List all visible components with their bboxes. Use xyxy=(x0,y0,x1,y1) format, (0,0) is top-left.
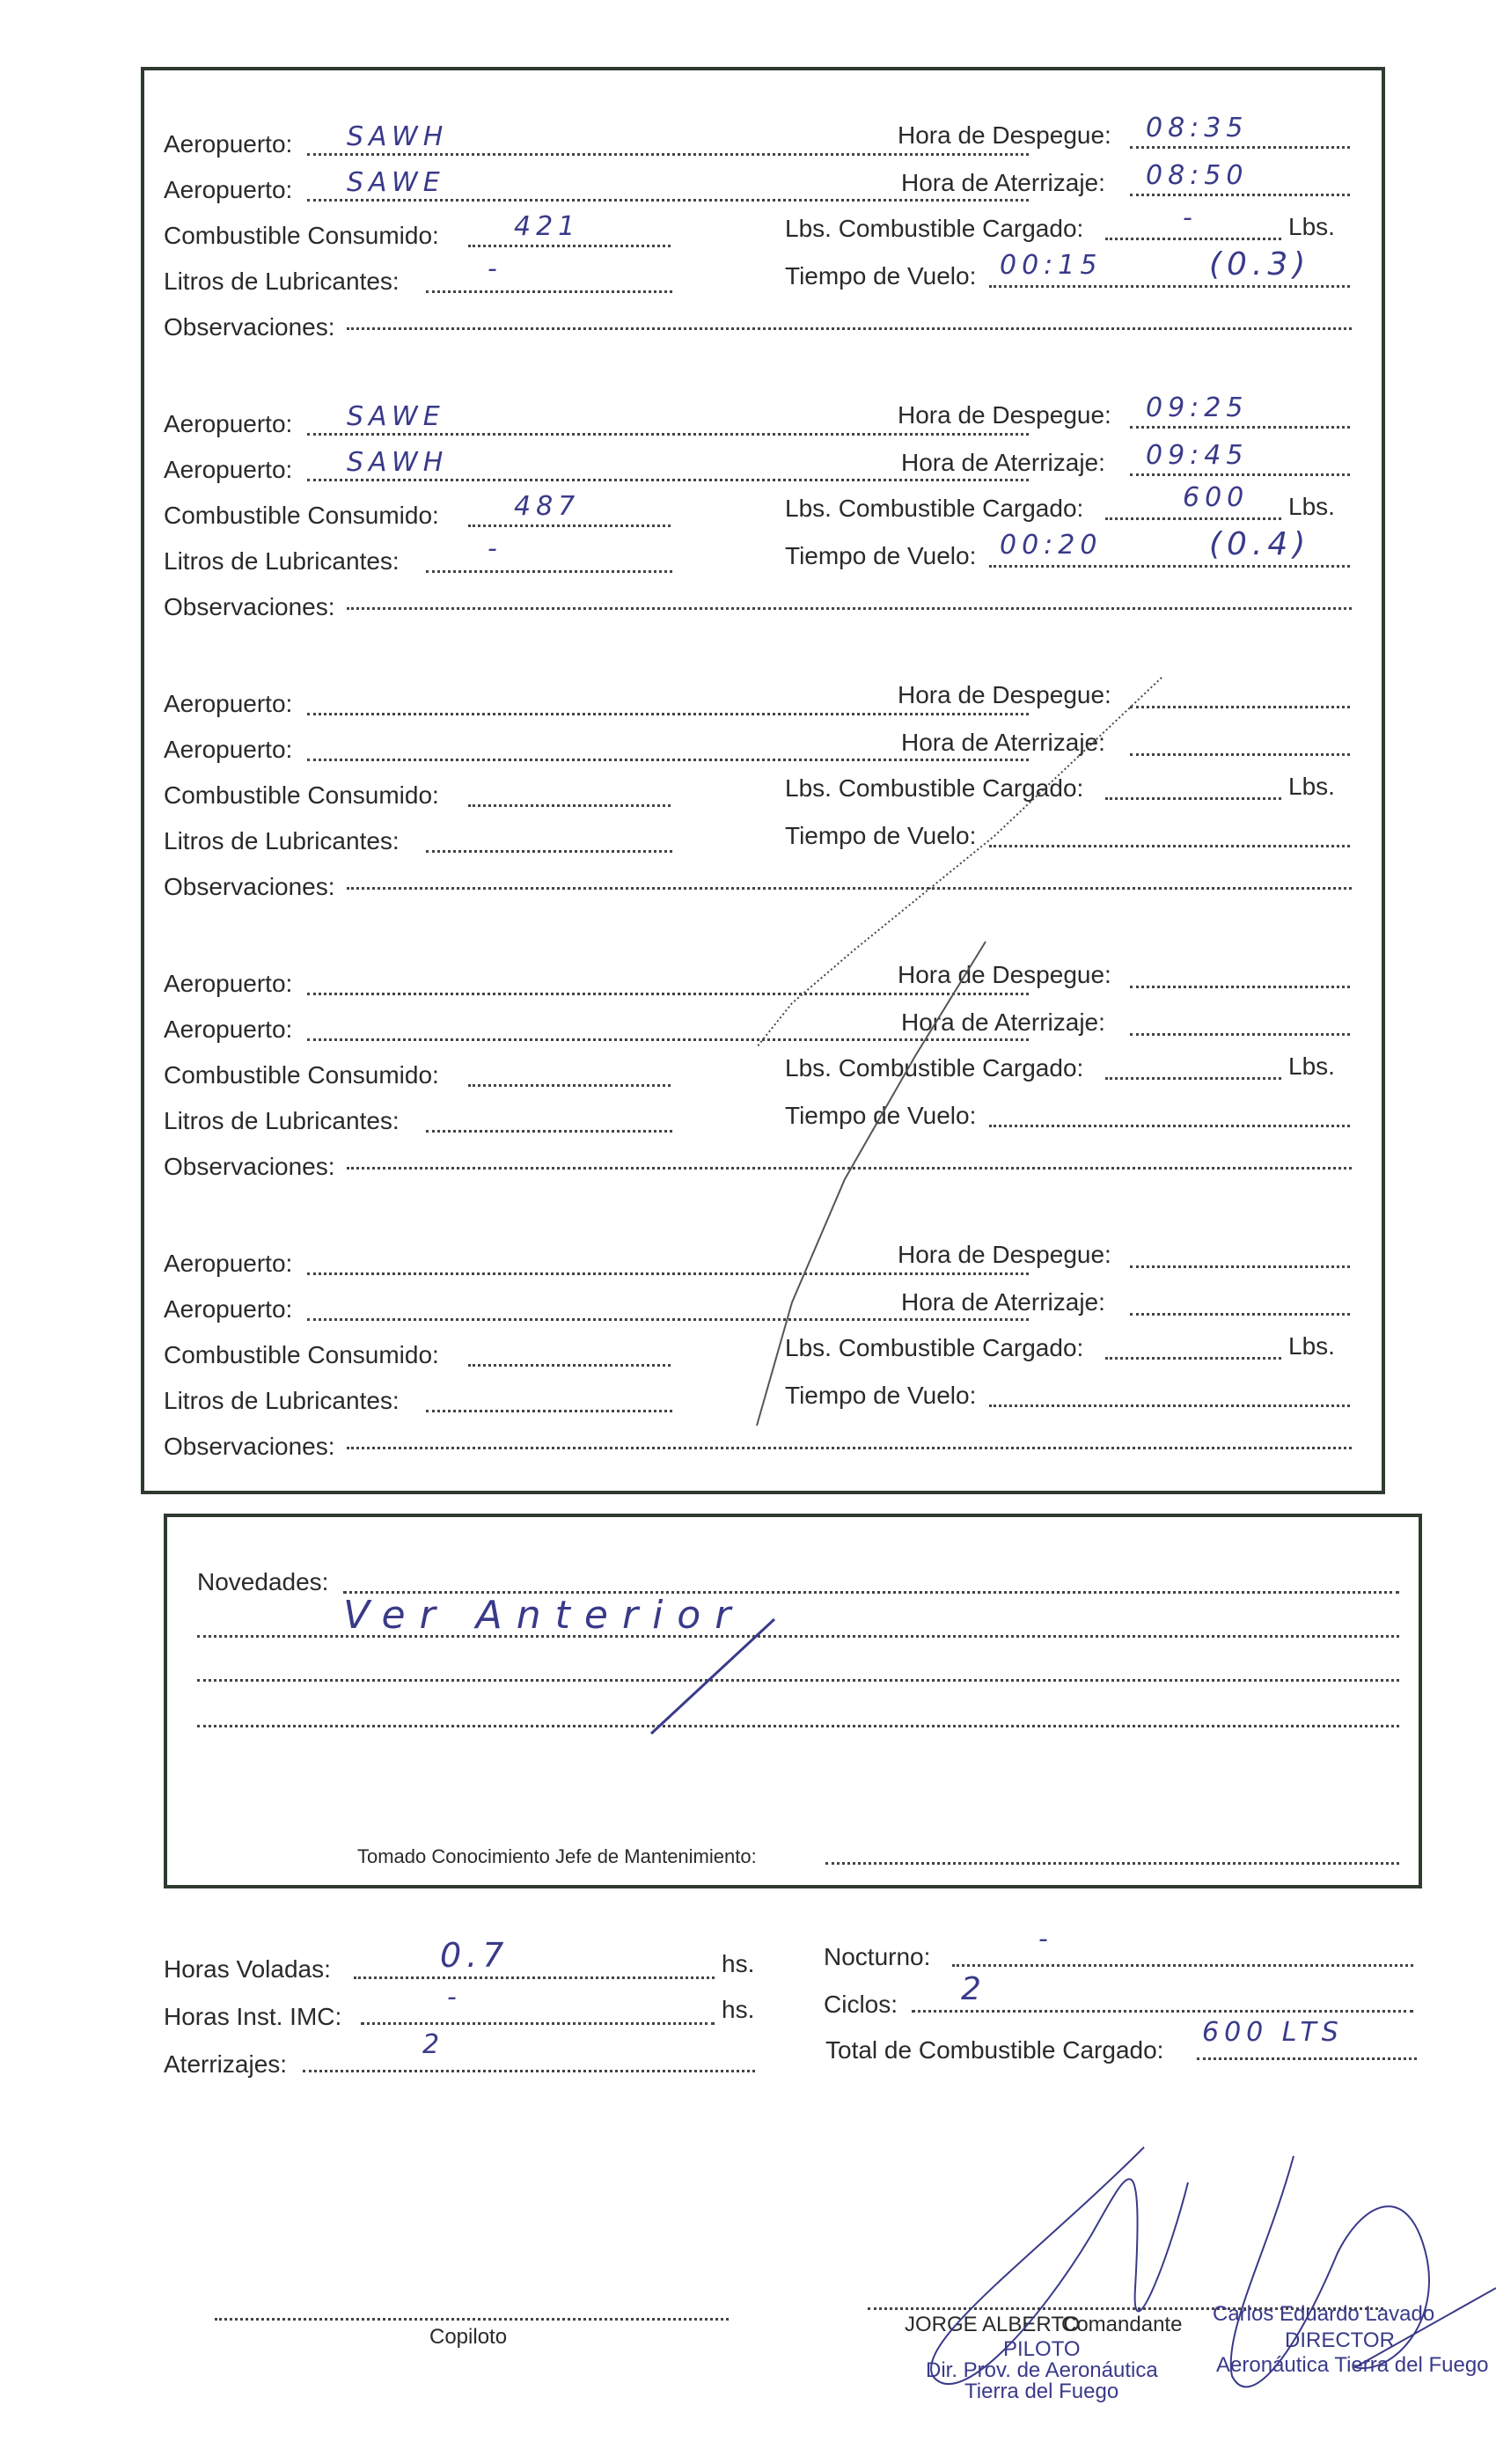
dotted-line xyxy=(197,1679,1399,1682)
dotted-line xyxy=(1130,146,1350,149)
dotted-line xyxy=(1130,1033,1350,1036)
dotted-line xyxy=(307,1038,1029,1041)
landing-label: Hora de Aterrizaje: xyxy=(898,169,1109,197)
hours-flown-label: Horas Voladas: xyxy=(164,1955,331,1983)
dotted-line xyxy=(1130,986,1350,988)
imc-label: Horas Inst. IMC: xyxy=(164,2003,342,2030)
airport-arr-label: Aeropuerto: xyxy=(164,1295,293,1323)
dotted-line xyxy=(1105,797,1281,800)
landing-label: Hora de Aterrizaje: xyxy=(898,729,1109,757)
lubricants-label: Litros de Lubricantes: xyxy=(164,1387,400,1414)
fuel-loaded-label: Lbs. Combustible Cargado: xyxy=(785,1054,1084,1082)
fuel-used-label: Combustible Consumido: xyxy=(164,1061,439,1089)
dotted-line xyxy=(1130,753,1350,756)
copilot-label: Copiloto xyxy=(429,2325,508,2349)
dotted-line xyxy=(347,607,1352,610)
fuel-loaded-label: Lbs. Combustible Cargado: xyxy=(785,495,1084,522)
dotted-line xyxy=(354,1976,715,1979)
director-title: DIRECTOR xyxy=(1285,2328,1395,2352)
lbs-label: Lbs. xyxy=(1288,1052,1335,1080)
takeoff-label: Hora de Despegue: xyxy=(894,961,1115,989)
takeoff-label: Hora de Despegue: xyxy=(894,401,1115,429)
notes-label: Observaciones: xyxy=(164,593,335,620)
dotted-line xyxy=(825,1862,1399,1865)
lbs-label: Lbs. xyxy=(1288,773,1335,800)
lubricants-label: Litros de Lubricantes: xyxy=(164,547,400,575)
imc-value[interactable]: - xyxy=(447,1982,462,2013)
lbs-label: Lbs. xyxy=(1288,1332,1335,1360)
takeoff-label: Hora de Despegue: xyxy=(894,121,1115,150)
dotted-line xyxy=(307,759,1029,761)
fuel-used-label: Combustible Consumido: xyxy=(164,781,439,809)
flight-entry-3 xyxy=(144,630,1382,912)
landings-label: Aterrizajes: xyxy=(164,2050,288,2078)
dotted-line xyxy=(468,1364,671,1367)
airport-arr-label: Aeropuerto: xyxy=(164,1016,293,1043)
director-name: Carlos Eduardo Lavado xyxy=(1213,2302,1435,2326)
dotted-line xyxy=(989,1125,1350,1127)
copilot-signature-line[interactable] xyxy=(215,2318,729,2321)
notes-label: Observaciones: xyxy=(164,873,335,900)
dotted-line xyxy=(347,1447,1352,1449)
dotted-line xyxy=(307,153,1029,156)
dotted-line xyxy=(307,1272,1029,1275)
fuel-loaded-value[interactable]: - xyxy=(1183,202,1198,233)
flight-entry-1 xyxy=(144,70,1382,352)
dotted-line xyxy=(468,524,671,527)
flight-time-label: Tiempo de Vuelo: xyxy=(785,1382,977,1409)
lubricants-label: Litros de Lubricantes: xyxy=(164,827,400,854)
landing-value[interactable]: 08:50 xyxy=(1146,160,1249,191)
airport-arr-label: Aeropuerto: xyxy=(164,456,293,483)
notes-label: Observaciones: xyxy=(164,313,335,341)
dotted-line xyxy=(1105,238,1281,240)
flight-time-label: Tiempo de Vuelo: xyxy=(785,542,977,569)
dotted-line xyxy=(989,285,1350,288)
dotted-line xyxy=(307,993,1029,995)
flight-time-decimal[interactable]: (0.4) xyxy=(1209,526,1311,562)
stamp-line-1: Dir. Prov. de Aeronáutica xyxy=(926,2358,1158,2382)
takeoff-value[interactable]: 08:35 xyxy=(1146,113,1249,143)
airport-arr-value[interactable]: SAWH xyxy=(347,447,449,478)
fuel-loaded-value[interactable]: 600 xyxy=(1183,482,1250,513)
airport-arr-label: Aeropuerto: xyxy=(164,736,293,763)
flight-time-label: Tiempo de Vuelo: xyxy=(785,822,977,849)
hours-flown-value[interactable]: 0.7 xyxy=(440,1936,510,1975)
dotted-line xyxy=(347,1167,1352,1170)
dotted-line xyxy=(347,327,1352,330)
lubricants-label: Litros de Lubricantes: xyxy=(164,268,400,295)
dotted-line xyxy=(361,2022,715,2025)
dotted-line xyxy=(1130,473,1350,476)
dotted-line xyxy=(307,713,1029,715)
cycles-label: Ciclos: xyxy=(824,1991,898,2018)
landing-value[interactable]: 09:45 xyxy=(1146,440,1249,471)
fuel-used-label: Combustible Consumido: xyxy=(164,222,439,249)
flight-time-value[interactable]: 00:20 xyxy=(1000,530,1103,561)
fuel-used-value[interactable]: 421 xyxy=(514,211,581,242)
dotted-line xyxy=(426,1130,672,1133)
fuel-loaded-label: Lbs. Combustible Cargado: xyxy=(785,774,1084,802)
airport-dep-label: Aeropuerto: xyxy=(164,130,293,158)
fuel-used-label: Combustible Consumido: xyxy=(164,1341,439,1368)
dotted-line xyxy=(1130,426,1350,429)
novedades-handwritten[interactable]: Ver Anterior xyxy=(343,1593,745,1638)
dotted-line xyxy=(1105,1357,1281,1360)
landings-value[interactable]: 2 xyxy=(422,2029,445,2060)
lubricants-label: Litros de Lubricantes: xyxy=(164,1107,400,1134)
lubricants-value[interactable]: - xyxy=(488,253,502,284)
total-fuel-value[interactable]: 600 LTS xyxy=(1202,2017,1344,2048)
pilot-stamp: PILOTO xyxy=(1003,2337,1081,2361)
dotted-line xyxy=(989,565,1350,568)
dotted-line xyxy=(1130,1313,1350,1316)
flight-time-label: Tiempo de Vuelo: xyxy=(785,1102,977,1129)
dotted-line xyxy=(426,1410,672,1412)
dotted-line xyxy=(468,245,671,247)
dotted-line xyxy=(1130,706,1350,708)
airport-arr-label: Aeropuerto: xyxy=(164,176,293,203)
dotted-line xyxy=(1130,1265,1350,1268)
dotted-line xyxy=(1105,1077,1281,1080)
airport-dep-label: Aeropuerto: xyxy=(164,690,293,717)
takeoff-label: Hora de Despegue: xyxy=(894,681,1115,709)
dotted-line xyxy=(912,2010,1413,2013)
fuel-used-value[interactable]: 487 xyxy=(514,491,581,522)
flight-entry-2 xyxy=(144,350,1382,632)
night-value[interactable]: - xyxy=(1038,1924,1053,1954)
dotted-line xyxy=(303,2070,755,2072)
flight-time-value[interactable]: 00:15 xyxy=(1000,250,1103,281)
flight-entry-5 xyxy=(144,1190,1382,1471)
fuel-loaded-label: Lbs. Combustible Cargado: xyxy=(785,1334,1084,1361)
dotted-line xyxy=(989,1404,1350,1407)
notes-label: Observaciones: xyxy=(164,1433,335,1460)
dotted-line xyxy=(468,804,671,807)
flight-log-box xyxy=(141,67,1385,1494)
landing-label: Hora de Aterrizaje: xyxy=(898,1288,1109,1316)
hs-label: hs. xyxy=(722,1950,755,1977)
takeoff-value[interactable]: 09:25 xyxy=(1146,392,1249,423)
night-label: Nocturno: xyxy=(824,1943,931,1970)
hs-label: hs. xyxy=(722,1996,755,2023)
dotted-line xyxy=(197,1725,1399,1727)
dotted-line xyxy=(426,570,672,573)
dotted-line xyxy=(952,1964,1413,1967)
landing-label: Hora de Aterrizaje: xyxy=(898,449,1109,477)
director-org: Aeronáutica Tierra del Fuego xyxy=(1216,2353,1489,2377)
landing-label: Hora de Aterrizaje: xyxy=(898,1008,1109,1037)
airport-arr-value[interactable]: SAWE xyxy=(347,167,445,198)
fuel-loaded-label: Lbs. Combustible Cargado: xyxy=(785,215,1084,242)
lubricants-value[interactable]: - xyxy=(488,533,502,564)
lbs-label: Lbs. xyxy=(1288,493,1335,520)
dotted-line xyxy=(307,199,1029,202)
airport-dep-label: Aeropuerto: xyxy=(164,1250,293,1277)
dotted-line xyxy=(1197,2057,1417,2060)
dotted-line xyxy=(347,887,1352,890)
dotted-line xyxy=(1130,194,1350,196)
stamp-line-2: Tierra del Fuego xyxy=(964,2380,1119,2403)
airport-dep-label: Aeropuerto: xyxy=(164,410,293,437)
airport-dep-value[interactable]: SAWE xyxy=(347,401,445,432)
dotted-line xyxy=(307,1318,1029,1321)
dotted-line xyxy=(426,290,672,293)
novedades-box xyxy=(164,1514,1422,1888)
airport-dep-value[interactable]: SAWH xyxy=(347,121,449,152)
takeoff-label: Hora de Despegue: xyxy=(894,1241,1115,1269)
flight-time-label: Tiempo de Vuelo: xyxy=(785,262,977,290)
lbs-label: Lbs. xyxy=(1288,213,1335,240)
novedades-label: Novedades: xyxy=(197,1568,329,1595)
dotted-line xyxy=(307,433,1029,436)
airport-dep-label: Aeropuerto: xyxy=(164,970,293,997)
dotted-line xyxy=(989,845,1350,847)
commander-role: Comandante xyxy=(1061,2313,1183,2336)
cycles-value[interactable]: 2 xyxy=(961,1971,986,2007)
dotted-line xyxy=(468,1084,671,1087)
dotted-line xyxy=(307,479,1029,481)
fuel-used-label: Combustible Consumido: xyxy=(164,502,439,529)
flight-time-decimal[interactable]: (0.3) xyxy=(1209,246,1311,282)
total-fuel-label: Total de Combustible Cargado: xyxy=(825,2036,1164,2064)
dotted-line xyxy=(426,850,672,853)
dotted-line xyxy=(1105,517,1281,520)
flight-entry-4 xyxy=(144,910,1382,1192)
notes-label: Observaciones: xyxy=(164,1153,335,1180)
commander-name: JORGE ALBERTO xyxy=(905,2313,1081,2336)
maintenance-label: Tomado Conocimiento Jefe de Mantenimiento: xyxy=(357,1845,757,1867)
